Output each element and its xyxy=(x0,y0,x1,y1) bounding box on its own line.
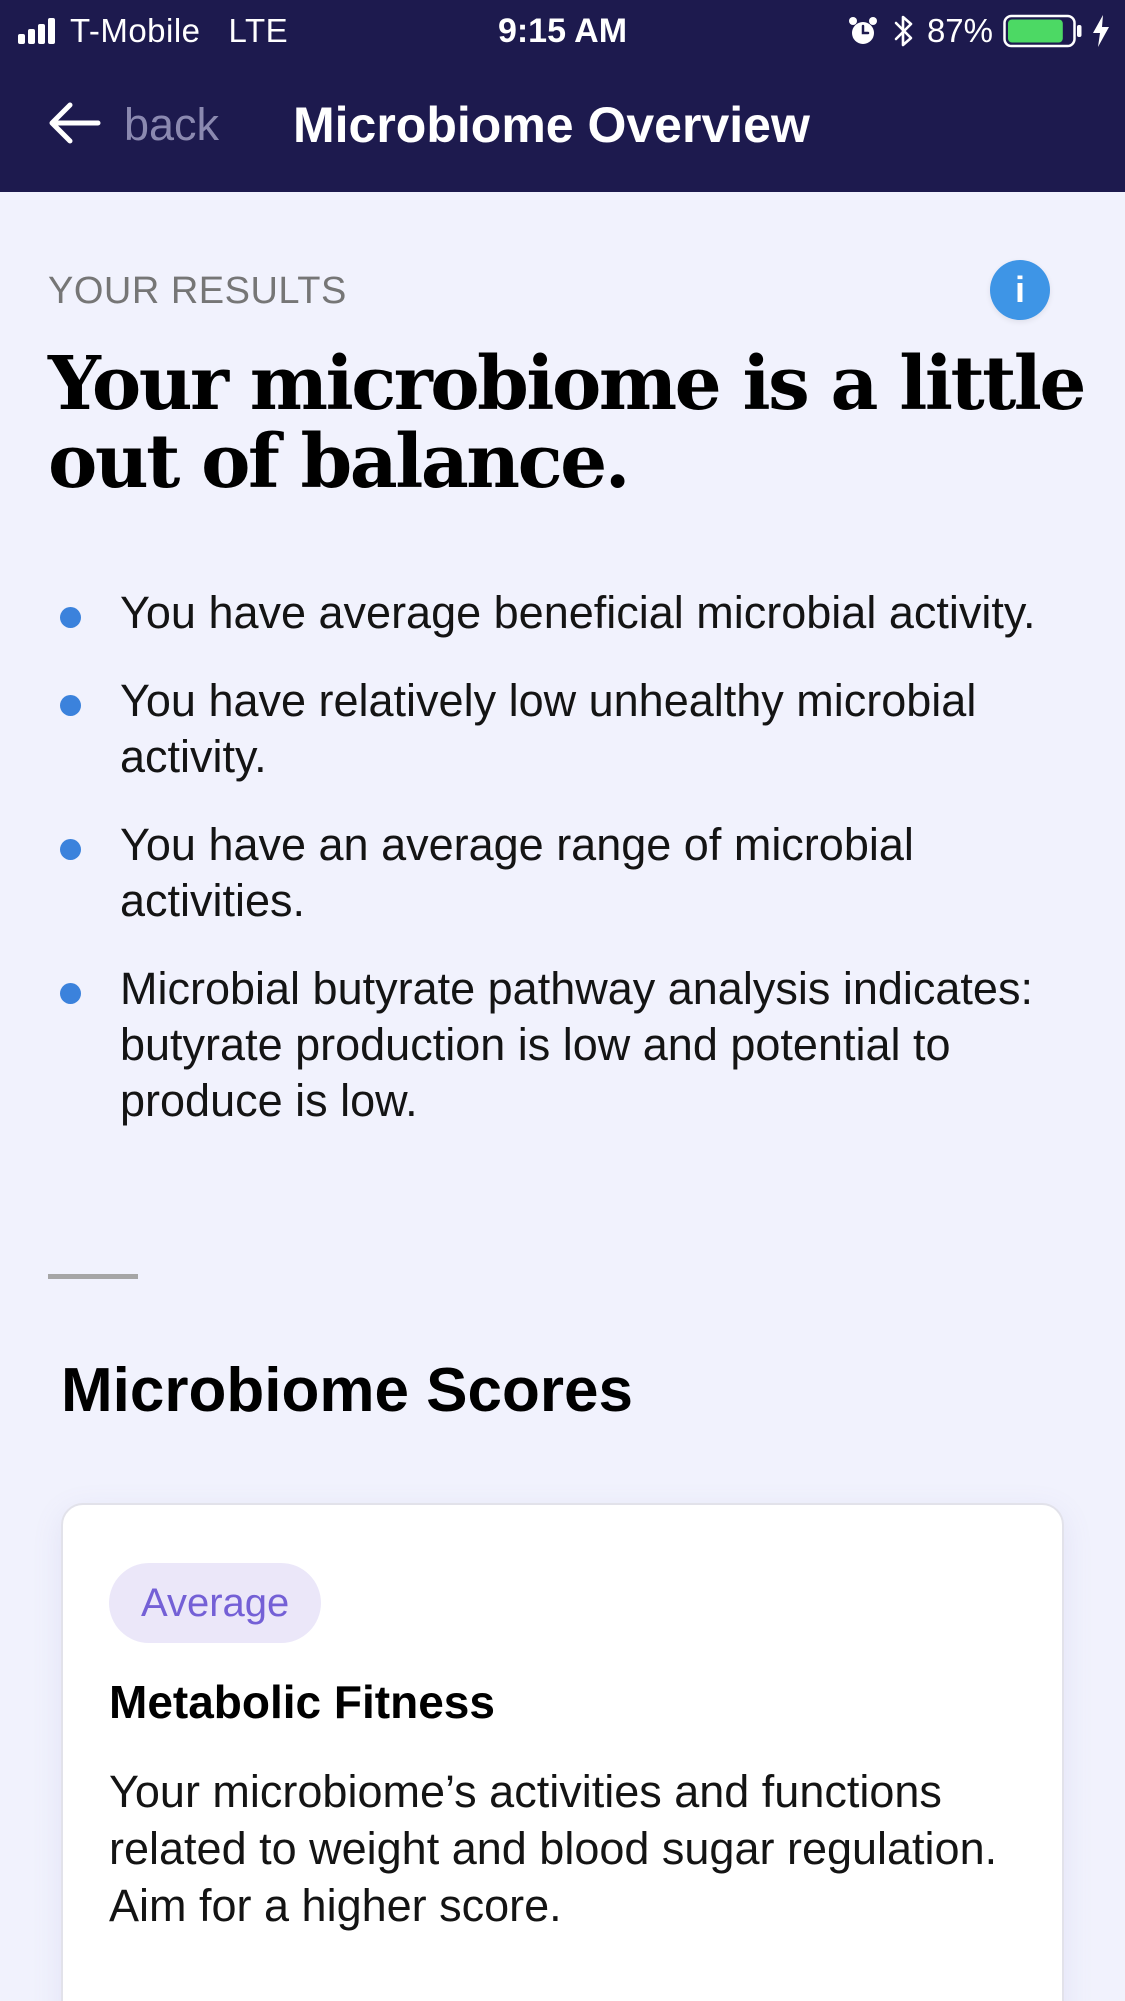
list-item xyxy=(60,817,1060,929)
bullet-dot-icon xyxy=(60,839,81,860)
charging-bolt-icon xyxy=(1091,14,1111,48)
bullet-text: Microbial butyrate pathway analysis indicates: butyrate production is low and potential to produce is low. xyxy=(120,963,1033,1126)
info-icon[interactable]: i xyxy=(990,260,1050,320)
list-item xyxy=(60,961,1060,1129)
section-label: YOUR RESULTS xyxy=(48,270,347,312)
nav-bar xyxy=(0,62,1125,192)
list-item xyxy=(60,673,1060,785)
list-item xyxy=(60,585,1060,641)
battery-percent: 87% xyxy=(926,12,993,49)
bullet-text: You have average beneficial microbial activity. xyxy=(120,587,1036,638)
results-headline: Your microbiome is a little out of balance. xyxy=(48,341,1084,505)
bullet-dot-icon xyxy=(60,607,81,628)
score-badge: Average xyxy=(109,1563,321,1643)
back-button[interactable] xyxy=(46,92,219,158)
carrier-name: T-Mobile xyxy=(70,12,201,49)
network-type: LTE xyxy=(228,12,289,49)
alarm-icon xyxy=(847,15,879,47)
back-label: back xyxy=(124,99,220,150)
score-title: Metabolic Fitness xyxy=(109,1676,495,1728)
scores-section-title: Microbiome Scores xyxy=(61,1356,633,1425)
score-card-metabolic-fitness[interactable] xyxy=(61,1503,1064,2001)
section-divider xyxy=(48,1274,138,1279)
results-bullet-list xyxy=(60,585,1060,1161)
header xyxy=(0,0,1125,192)
status-right xyxy=(847,10,1111,52)
page-title: Microbiome Overview xyxy=(293,97,810,153)
score-description: Your microbiome’s activities and functions related to weight and blood sugar regulation. Aim for a higher score. xyxy=(109,1766,998,1931)
status-time: 9:15 AM xyxy=(497,12,628,50)
bullet-text: You have an average range of microbial activities. xyxy=(120,819,914,926)
bullet-dot-icon xyxy=(60,695,81,716)
back-arrow-icon xyxy=(46,101,102,150)
battery-icon xyxy=(1003,13,1083,49)
status-bar xyxy=(0,0,1125,62)
bullet-text: You have relatively low unhealthy microbial activity. xyxy=(120,675,977,782)
bullet-dot-icon xyxy=(60,983,81,1004)
bluetooth-icon xyxy=(893,14,915,48)
